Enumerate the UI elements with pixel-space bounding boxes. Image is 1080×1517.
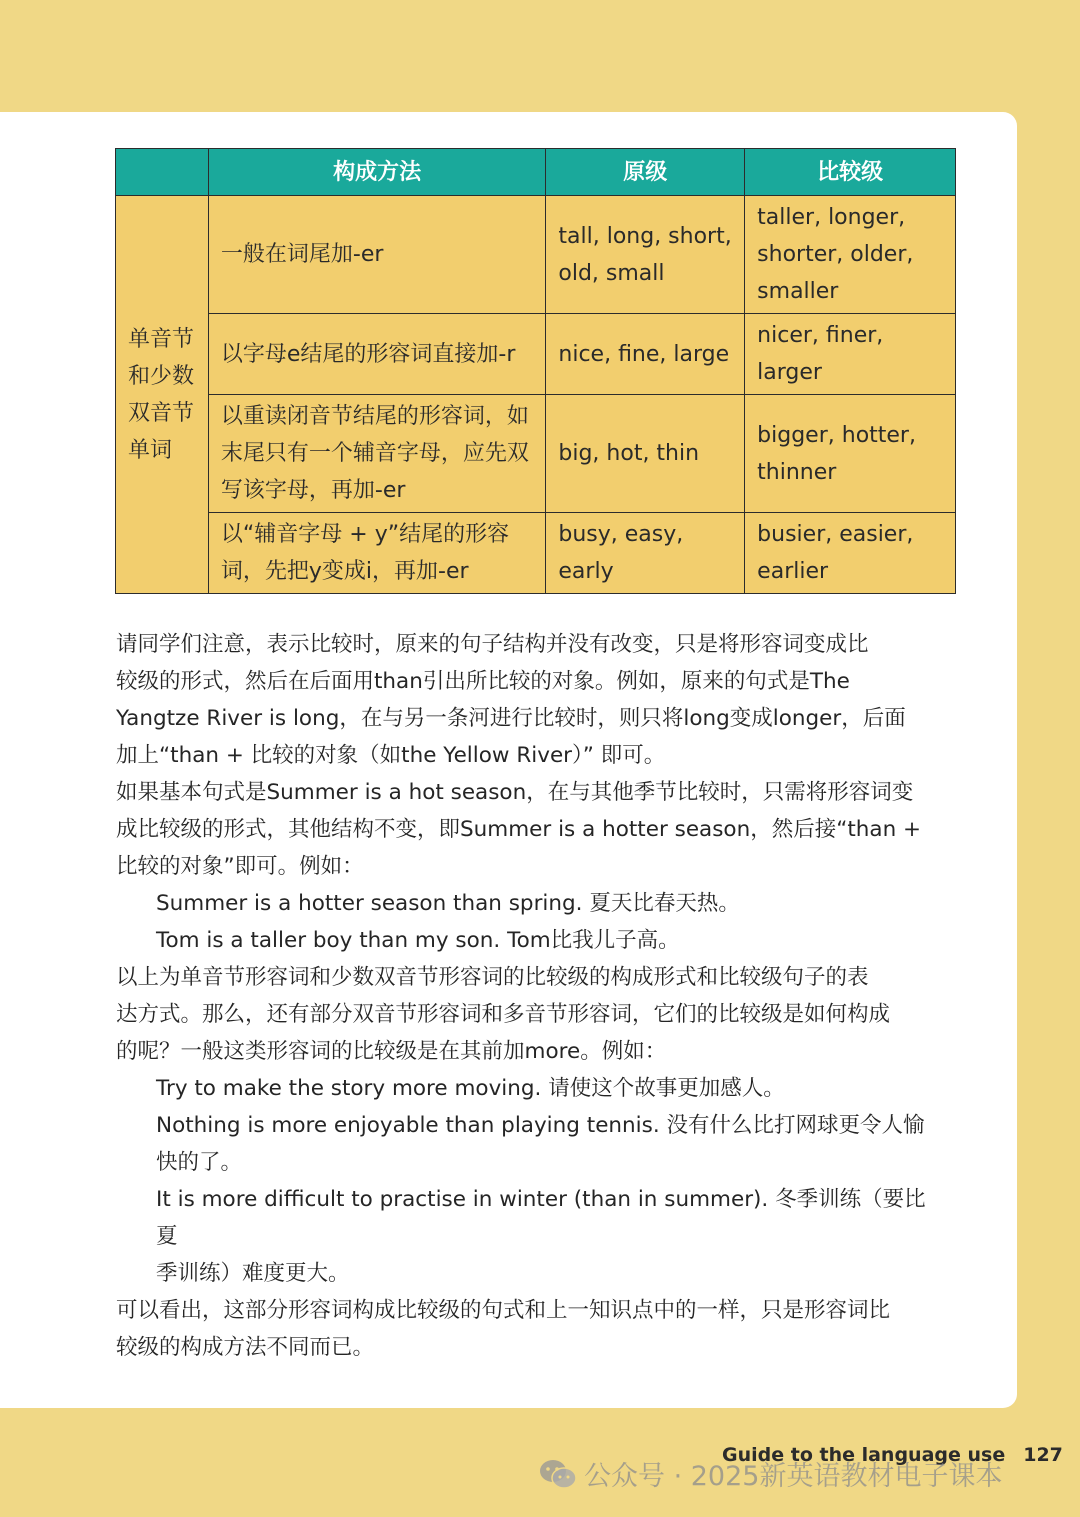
header-positive: 原级 xyxy=(546,149,745,196)
method-cell xyxy=(208,513,546,594)
text-line: Try to make the story more moving. 请使这个故事更加感人。 xyxy=(156,1076,785,1101)
cell-line: 一般在词尾加-er xyxy=(220,242,384,267)
header-method: 构成方法 xyxy=(208,149,546,196)
cell-line: taller, longer, xyxy=(757,205,906,230)
cell-line: earlier xyxy=(757,559,829,584)
comparative-cell xyxy=(745,395,956,513)
text-line: 的呢？一般这类形容词的比较级是在其前加more。例如： xyxy=(116,1039,667,1064)
text-line: 较级的构成方法不同而已。 xyxy=(116,1335,375,1360)
group-label-line: 和少数 xyxy=(128,363,195,389)
example-sentence xyxy=(116,1070,926,1107)
cell-line: smaller xyxy=(757,279,839,304)
text-line: 如果基本句式是Summer is a hot season，在与其他季节比较时，只需将形容词变 xyxy=(116,780,914,805)
text-line: Yangtze River is long，在与另一条河进行比较时，则只将long变成longer，后面 xyxy=(116,706,906,731)
text-line: 成比较级的形式，其他结构不变，即Summer is a hotter season，然后接“than + xyxy=(116,817,922,842)
footer-title-text: Guide to the language use xyxy=(722,1444,1006,1466)
text-line: 季训练）难度更大。 xyxy=(156,1261,350,1286)
cell-line: busy, easy, early xyxy=(558,522,684,584)
positive-cell xyxy=(546,513,745,594)
watermark xyxy=(538,1454,1002,1493)
text-line: 达方式。那么，还有部分双音节形容词和多音节形容词，它们的比较级是如何构成 xyxy=(116,1002,891,1027)
example-sentence xyxy=(116,922,926,959)
text-line: 请同学们注意，表示比较时，原来的句子结构并没有改变，只是将形容词变成比 xyxy=(116,632,869,657)
cell-line: nicer, finer, larger xyxy=(757,323,884,385)
header-empty xyxy=(116,149,209,196)
table-row xyxy=(116,314,956,395)
text-line: It is more difficult to practise in winter (than in summer). 冬季训练（要比夏 xyxy=(156,1187,926,1249)
header-comparative: 比较级 xyxy=(745,149,956,196)
body-paragraph xyxy=(116,626,926,774)
body-paragraph xyxy=(116,774,926,885)
cell-line: 以“辅音字母 + y”结尾的形容 xyxy=(220,522,510,547)
comparative-cell xyxy=(745,314,956,395)
cell-line: bigger, hotter, xyxy=(757,422,916,448)
cell-line: busier, easier, xyxy=(757,522,914,547)
cell-line: 以字母e结尾的形容词直接加-r xyxy=(220,341,516,367)
body-paragraph xyxy=(116,959,926,1070)
table-row xyxy=(116,196,956,314)
group-label-line: 单词 xyxy=(128,437,173,463)
example-sentence xyxy=(116,885,926,922)
text-line: 加上“than + 比较的对象（如the Yellow River）” 即可。 xyxy=(116,743,666,768)
text-line: 以上为单音节形容词和少数双音节形容词的比较级的构成形式和比较级句子的表 xyxy=(116,965,869,990)
text-line: 比较的对象”即可。例如： xyxy=(116,854,364,879)
cell-line: 写该字母，再加-er xyxy=(220,478,406,503)
cell-line: 末尾只有一个辅音字母，应先双 xyxy=(220,441,529,466)
cell-line: thinner xyxy=(757,459,837,485)
explanation-text xyxy=(116,626,926,1366)
group-label-cell xyxy=(116,196,209,594)
group-label-line: 单音节 xyxy=(128,326,195,352)
text-line: 快的了。 xyxy=(156,1150,243,1175)
text-line: Nothing is more enjoyable than playing tennis. 没有什么比打网球更令人愉 xyxy=(156,1113,925,1138)
comparative-cell xyxy=(745,196,956,314)
text-line: 可以看出，这部分形容词构成比较级的句式和上一知识点中的一样，只是形容词比 xyxy=(116,1298,891,1323)
body-paragraph xyxy=(116,1292,926,1366)
method-cell xyxy=(208,314,546,395)
cell-line: nice, fine, large xyxy=(558,341,730,367)
comparative-cell xyxy=(745,513,956,594)
cell-line: tall, long, short, xyxy=(558,223,732,249)
watermark-text: 公众号 · 2025新英语教材电子课本 xyxy=(584,1461,1003,1492)
table-row xyxy=(116,395,956,513)
cell-line: old, small xyxy=(558,260,665,286)
text-line: Tom is a taller boy than my son. Tom比我儿子高。 xyxy=(156,928,680,953)
cell-line: 词，先把y变成i，再加-er xyxy=(220,559,469,584)
positive-cell xyxy=(546,314,745,395)
page-number: 127 xyxy=(1023,1444,1063,1466)
table-header-row xyxy=(116,149,956,196)
method-cell xyxy=(208,395,546,513)
cell-line: big, hot, thin xyxy=(558,441,700,466)
positive-cell xyxy=(546,395,745,513)
text-line: 较级的形式，然后在后面用than引出所比较的对象。例如，原来的句式是The xyxy=(116,669,850,694)
comparative-table xyxy=(115,148,956,594)
group-label-line: 双音节 xyxy=(128,400,195,426)
example-sentence xyxy=(116,1181,926,1292)
positive-cell xyxy=(546,196,745,314)
text-line: Summer is a hotter season than spring. 夏天比春天热。 xyxy=(156,891,740,916)
example-sentence xyxy=(116,1107,926,1181)
wechat-icon xyxy=(538,1458,578,1492)
method-cell xyxy=(208,196,546,314)
table-row xyxy=(116,513,956,594)
cell-line: 以重读闭音节结尾的形容词，如 xyxy=(220,404,529,429)
cell-line: shorter, older, xyxy=(757,242,914,267)
